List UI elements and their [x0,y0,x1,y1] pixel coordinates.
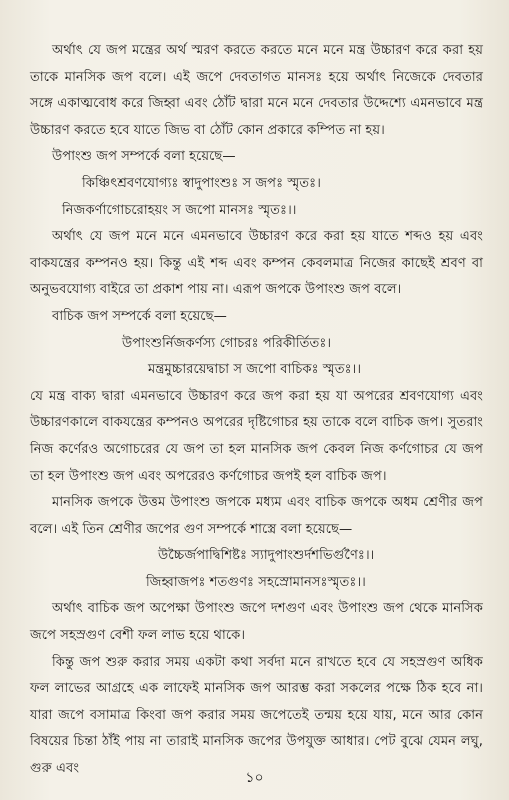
heading-upanshu: উপাংশু জপ সম্পর্কে বলা হয়েছে— [52,149,236,165]
verse-line-5: উচ্চৈর্জপাদ্বিশিষ্টঃ স্যাদুপাংশুর্দশভির্গুণৈঃ।। [158,548,375,564]
verse-line-1: কিঞ্চিৎশ্রবণযোগ্যঃ স্বাদুপাংশুঃ স জপঃ স্মৃতঃ। [82,175,321,191]
paragraph-merit-comparison: অর্থাৎ বাচিক জপ অপেক্ষা উপাংশু জপে দশগুণ এবং উপাংশু জপ থেকে মানসিক জপে সহস্রগুণ বেশী ফল লাভ হয়ে থাকে। [30,601,483,644]
verse-line-2: নিজকর্ণাগোচরোহয়ং স জপো মানসঃ স্মৃতঃ।। [62,202,297,218]
verse-line-4: মন্ত্রমুচ্চারয়েদ্বাচা স জপো বাচিকঃ স্মৃতঃ।। [148,362,362,378]
page-number: ১০ [245,770,264,786]
paragraph-upanshu-explanation: অর্থাৎ যে জপ মনে মনে এমনভাবে উচ্চারণ করে করা হয় যাতে শব্দও হয় এবং বাকযন্ত্রের কম্পনও হয়। কিন্তু এই শব্দ এবং কম্পন কেবলমাত্র নিজের কাছেই শ্রবণ বা অনুভবযোগ্য বাইরে তা প্রকাশ পায় না। এরূপ জপকে উপাংশু জপ বলে। [30,229,483,298]
paragraph-vachik-explanation: যে মন্ত্র বাক্য দ্বারা এমনভাবে উচ্চারণ করে জপ করা হয় যা অপরের শ্রবণযোগ্য এবং উচ্চারণকালে বাকযন্ত্রের কম্পনও অপরের দৃষ্টিগোচর হয় তাকে বলে বাচিক জপ। সুতরাং নিজ কর্ণেরও অগোচরের যে জপ তা হল মানসিক জপ কেবল নিজ কর্ণগোচর যে জপ তা হল উপাংশু জপ এবং অপরেরও কর্ণগোচর জপই হল বাচিক জপ। [30,388,483,484]
verse-line-3: উপাংশুর্নিজকর্ণস্য গোচরঃ পরিকীর্তিতঃ। [122,335,332,351]
heading-vachik: বাচিক জপ সম্পর্কে বলা হয়েছে— [52,308,227,324]
paragraph-manasik-definition: অর্থাৎ যে জপ মন্ত্রের অর্থ স্মরণ করতে করতে মনে মনে মন্ত্র উচ্চারণ করে করা হয় তাকে মানসিক জপ বলে। এই জপে দেবতাগত মানসঃ হয়ে অর্থাৎ নিজেকে দেবতার সঙ্গে একাত্মবোধ করে জিহ্বা এবং ঠোঁট দ্বারা মনে মনে দেবতার উদ্দেশ্যে এমনভাবে মন্ত্র উচ্চারণ করতে হবে যাতে জিভ বা ঠোঁট কোন প্রকারে কম্পিত না হয়। [30,43,483,138]
verse-line-6: জিহ্বাজপঃ শতগুণঃ সহস্রোমানসঃস্মৃতঃ।। [146,574,366,590]
paragraph-japa-ranking: মানসিক জপকে উত্তম উপাংশু জপকে মধ্যম এবং বাচিক জপকে অধম শ্রেণীর জপ বলে। এই তিন শ্রেণীর জপের গুণ সম্পর্কে শাস্ত্রে বলা হয়েছে— [30,495,483,537]
paragraph-practice-advice: কিন্তু জপ শুরু করার সময় একটা কথা সর্বদা মনে রাখতে হবে যে সহস্রগুণ অধিক ফল লাভের আগ্রহে এক লাফেই মানসিক জপ আরম্ভ করা সকলের পক্ষে ঠিক হবে না। যারা জপে বসামাত্র কিংবা জপ করার সময় জপেতেই তন্ময় হয়ে যায়, মনে আর কোন বিষয়ের চিন্তা ঠাঁই পায় না তারাই মানসিক জপের উপযুক্ত আধার। পেট বুঝে যেমন লঘু, গুরু এবং [30,654,483,777]
